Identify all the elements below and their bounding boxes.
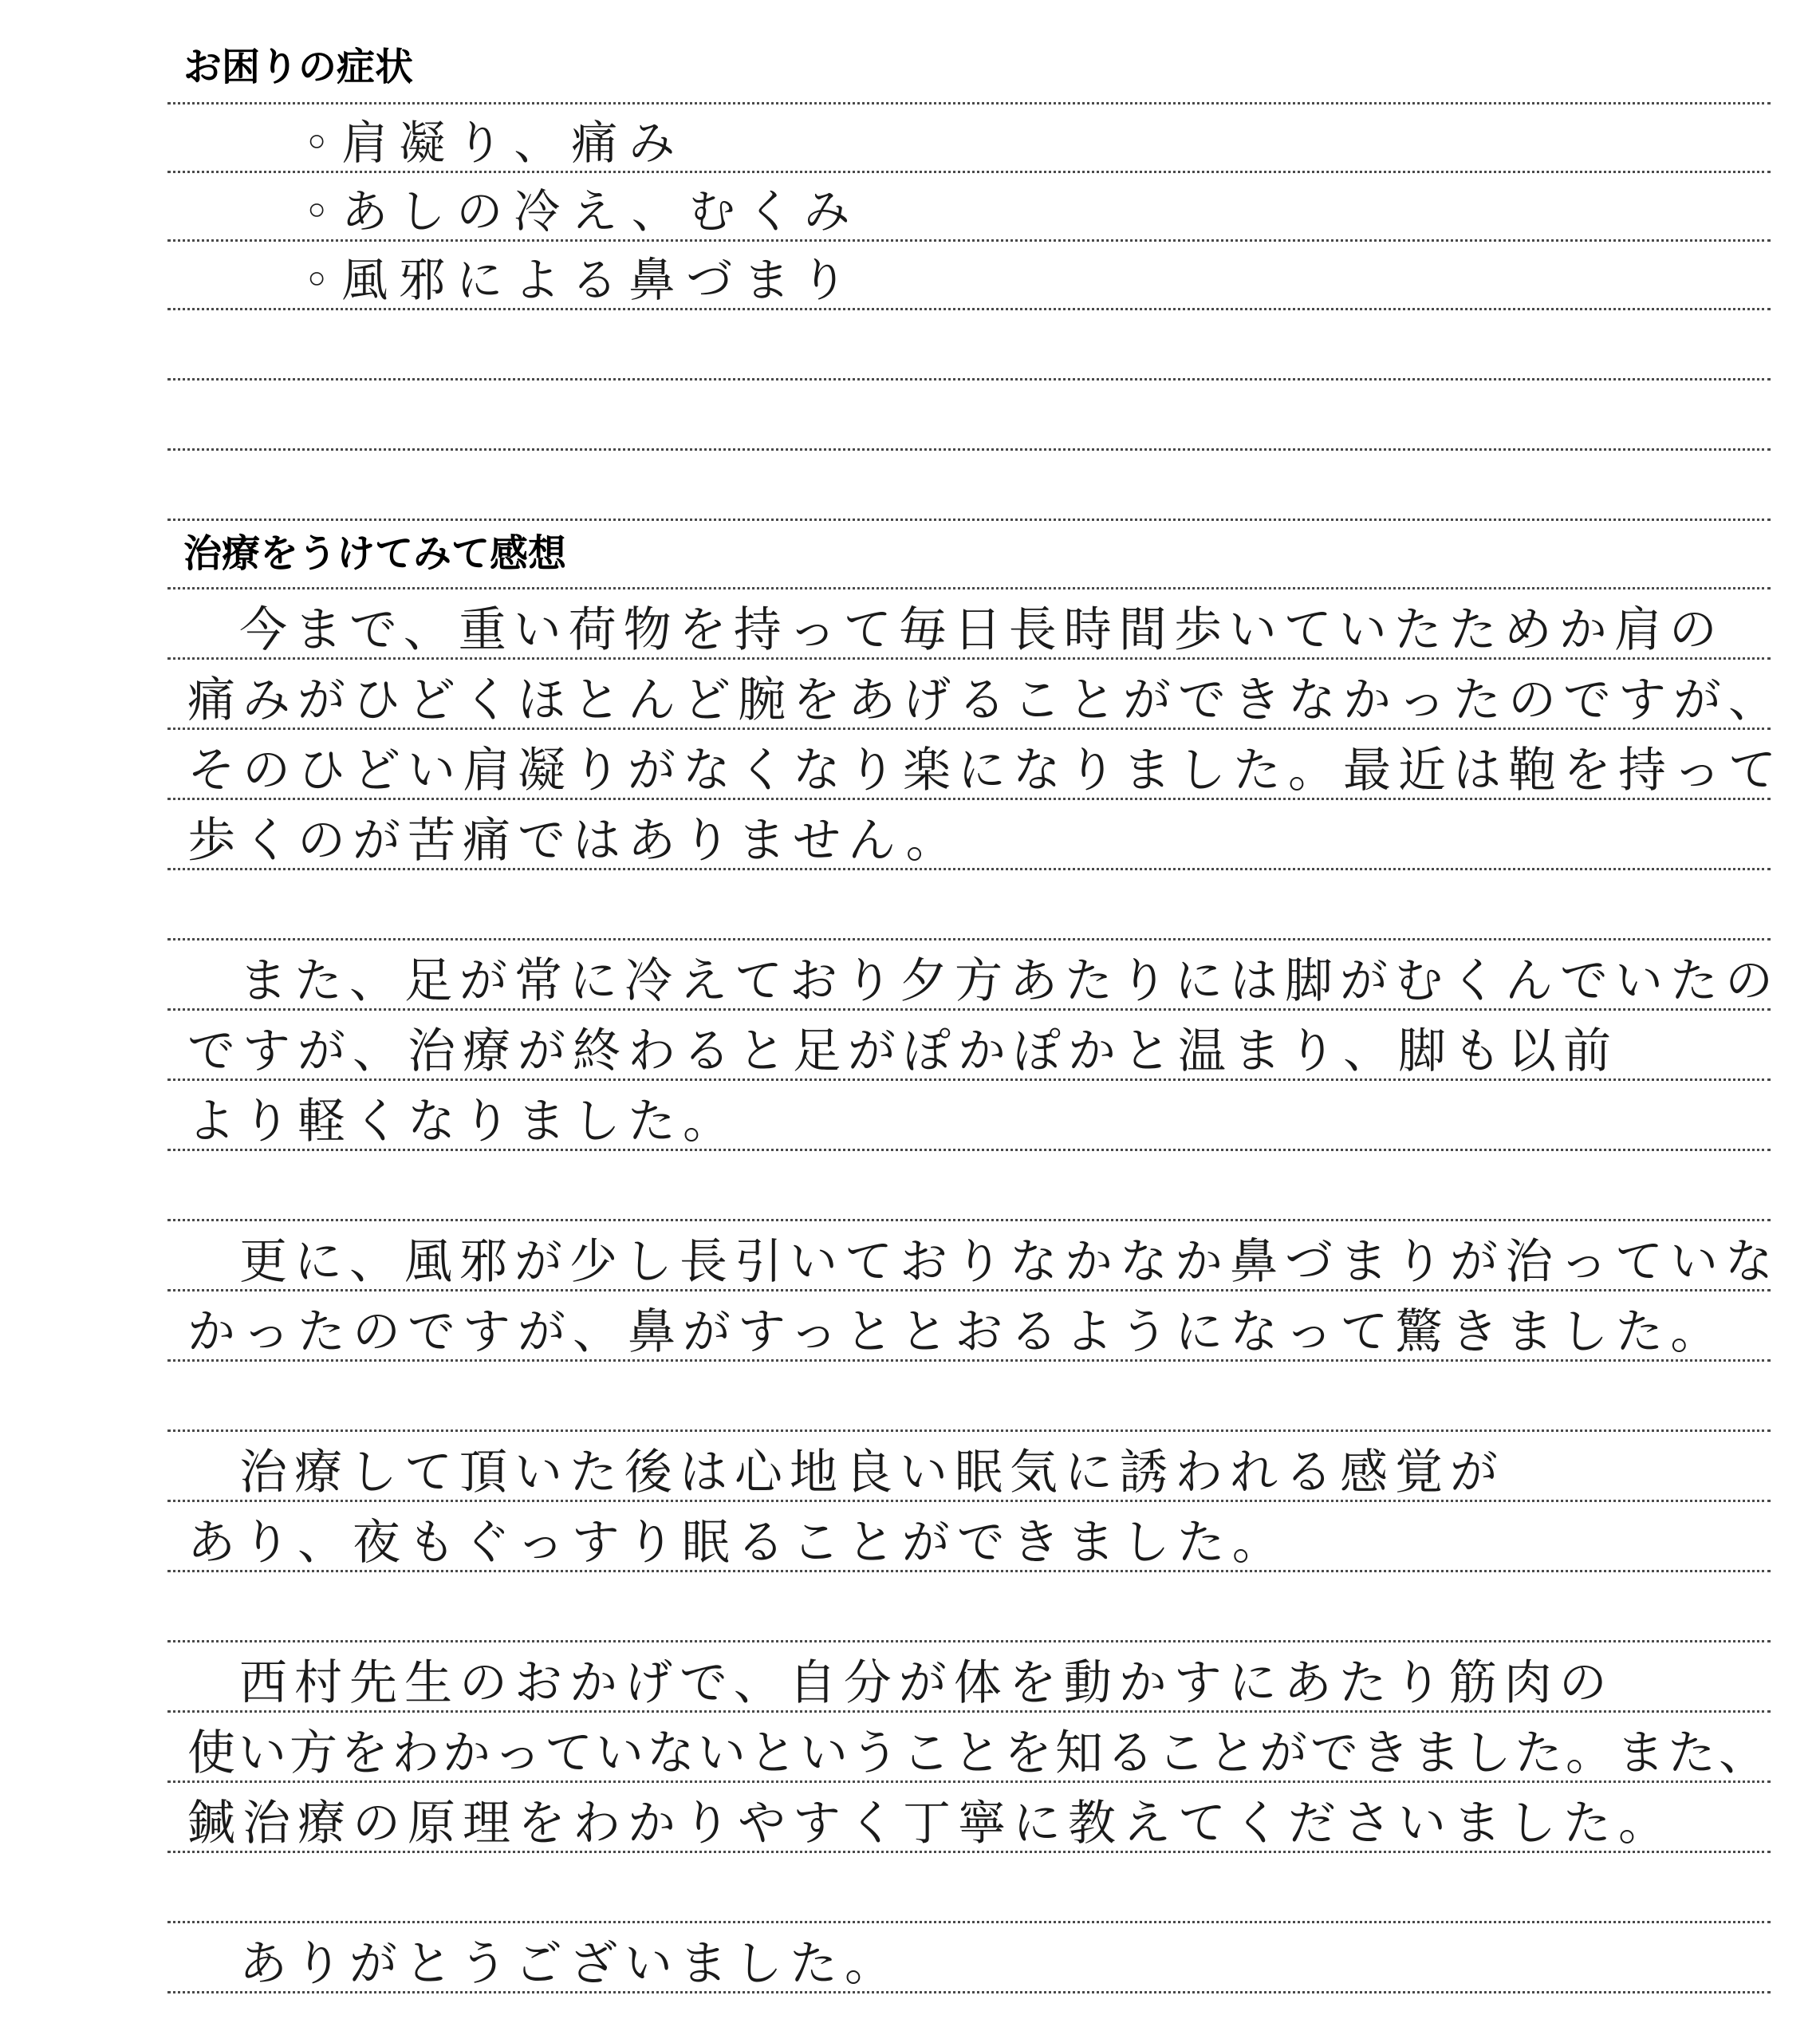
ruled-line xyxy=(167,308,1771,310)
ruled-line xyxy=(167,1219,1771,1221)
impression-line: 痛みがひどくほとんど腕をあげることができなかったのですが、 xyxy=(187,672,1783,728)
symptoms-heading: お困りの症状 xyxy=(183,45,414,89)
impression-line: また、足が常に冷えており夕方あたりには脚がむくんでいたの xyxy=(239,953,1780,1009)
impressions-heading: 治療をうけてみて感想 xyxy=(183,531,567,576)
ruled-line xyxy=(167,378,1771,381)
ruled-line xyxy=(167,587,1771,590)
ruled-line xyxy=(167,239,1771,242)
ruled-line xyxy=(167,171,1771,173)
impression-line: 使い方をわかっていないということを知ることができました。また、 xyxy=(187,1725,1770,1781)
impression-line: 鍼治療の原理をわかりやすく丁寧に教えてくださいました。 xyxy=(187,1796,1673,1851)
ruled-line xyxy=(167,1640,1771,1642)
impression-line: 今まで、重い荷物を持って毎日長時間歩いていたためか肩の xyxy=(239,602,1724,658)
impression-line: ですが、治療が終わると足がぽかぽかと温まり、脚も以前 xyxy=(187,1023,1618,1079)
symptom-item: ◦肩凝り、痛み xyxy=(303,116,687,170)
impression-line: 治療して頂いた後は心地良い眠気に誘われる感覚が xyxy=(239,1445,1505,1500)
ruled-line xyxy=(167,102,1771,104)
symptom-item: ◦風邪による鼻づまり xyxy=(303,253,859,307)
impression-line: そのひどい肩凝りがなくなり楽になりました。最近は鞄を持って xyxy=(187,743,1783,799)
ruled-line xyxy=(167,938,1771,940)
impression-line: 歩くのが苦痛ではありません。 xyxy=(187,813,961,869)
impression-line: かったのですが、鼻がすっととおるようになって驚きました。 xyxy=(187,1304,1726,1360)
impression-line: 更に、風邪が少し長引いておりなかなか鼻づまりが治っていな xyxy=(239,1234,1780,1290)
impression-line: 西村先生のおかげで、自分が体を動かすにあたり筋肉の xyxy=(239,1655,1614,1711)
symptom-item: ◦あしの冷え、むくみ xyxy=(303,184,861,239)
ruled-line xyxy=(167,448,1771,451)
ruled-line xyxy=(167,1921,1771,1923)
impression-line: あり、夜もぐっすり眠ることができました。 xyxy=(187,1515,1287,1571)
ruled-line xyxy=(167,519,1771,521)
impression-line: より軽くなりました。 xyxy=(187,1094,738,1149)
ruled-line xyxy=(167,1429,1771,1432)
impression-line: ありがとうございました。 xyxy=(239,1936,900,1992)
